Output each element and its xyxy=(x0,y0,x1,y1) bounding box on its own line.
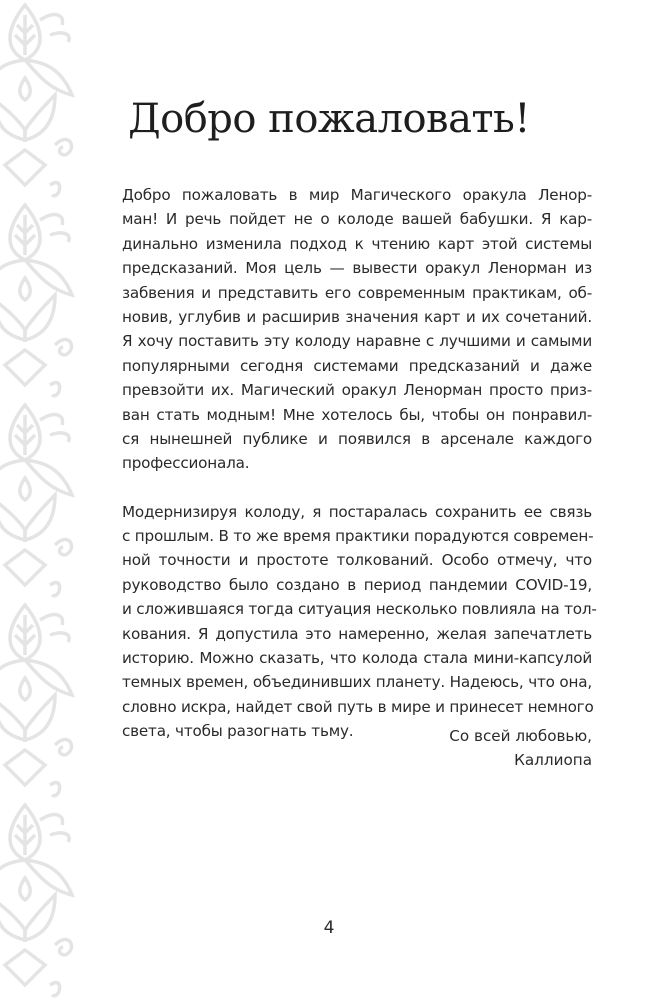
text-line: Я хочу поставить эту колоду наравне с лучшими и самыми xyxy=(122,332,592,351)
signature xyxy=(449,724,592,773)
text-line: профессионала. xyxy=(122,454,250,473)
text-line: света, чтобы разогнать тьму. xyxy=(122,722,354,741)
signature-name: Каллиопа xyxy=(514,751,592,770)
text-line: ван стать модным! Мне хотелось бы, чтобы он понравил- xyxy=(122,405,592,424)
text-line: забвения и представить его современным практикам, об- xyxy=(122,283,592,302)
paragraph xyxy=(122,500,597,744)
paragraph xyxy=(122,183,592,476)
text-line: Модернизируя колоду, я постаралась сохранить ее связь xyxy=(122,502,592,521)
text-line: кования. Я допустила это намеренно, желая запечатлеть xyxy=(122,624,592,643)
text-line: популярными сегодня системами предсказаний и даже xyxy=(122,356,592,375)
text-line: предсказаний. Моя цель — вывести оракул Ленорман из xyxy=(122,259,592,278)
text-line: историю. Можно сказать, что колода стала мини-капсулой xyxy=(122,649,592,668)
text-line: темных времен, объединивших планету. Надеюсь, что она, xyxy=(122,673,592,692)
text-line: и сложившаяся тогда ситуация несколько повлияла на тол- xyxy=(122,600,597,619)
signature-closing: Со всей любовью, xyxy=(449,727,592,745)
text-line: с прошлым. В то же время практики порадуются современ- xyxy=(122,527,594,546)
page-title: Добро пожаловать! xyxy=(128,96,530,142)
text-line: руководство было создано в период пандемии COVID-19, xyxy=(122,575,592,594)
text-line: Добро пожаловать в мир Магического оракула Ленор- xyxy=(122,186,592,204)
text-line: ся нынешней публике и появился в арсенале каждого xyxy=(122,429,592,448)
text-line: превзойти их. Магический оракул Ленорман просто приз- xyxy=(122,381,592,400)
text-line: ной точности и простоте толкований. Особо отмечу, что xyxy=(122,551,592,570)
text-line: динально изменила подход к чтению карт этой системы xyxy=(122,234,592,253)
text-line: новив, углубив и расширив значения карт и их сочетаний. xyxy=(122,307,592,326)
text-line: ман! И речь пойдет не о колоде вашей бабушки. Я кар- xyxy=(122,210,592,229)
body-text xyxy=(122,183,597,768)
text-line: словно искра, найдет свой путь в мире и принесет немного xyxy=(122,697,594,716)
lace-ornament-border xyxy=(0,0,110,1000)
page-number: 4 xyxy=(323,918,335,938)
